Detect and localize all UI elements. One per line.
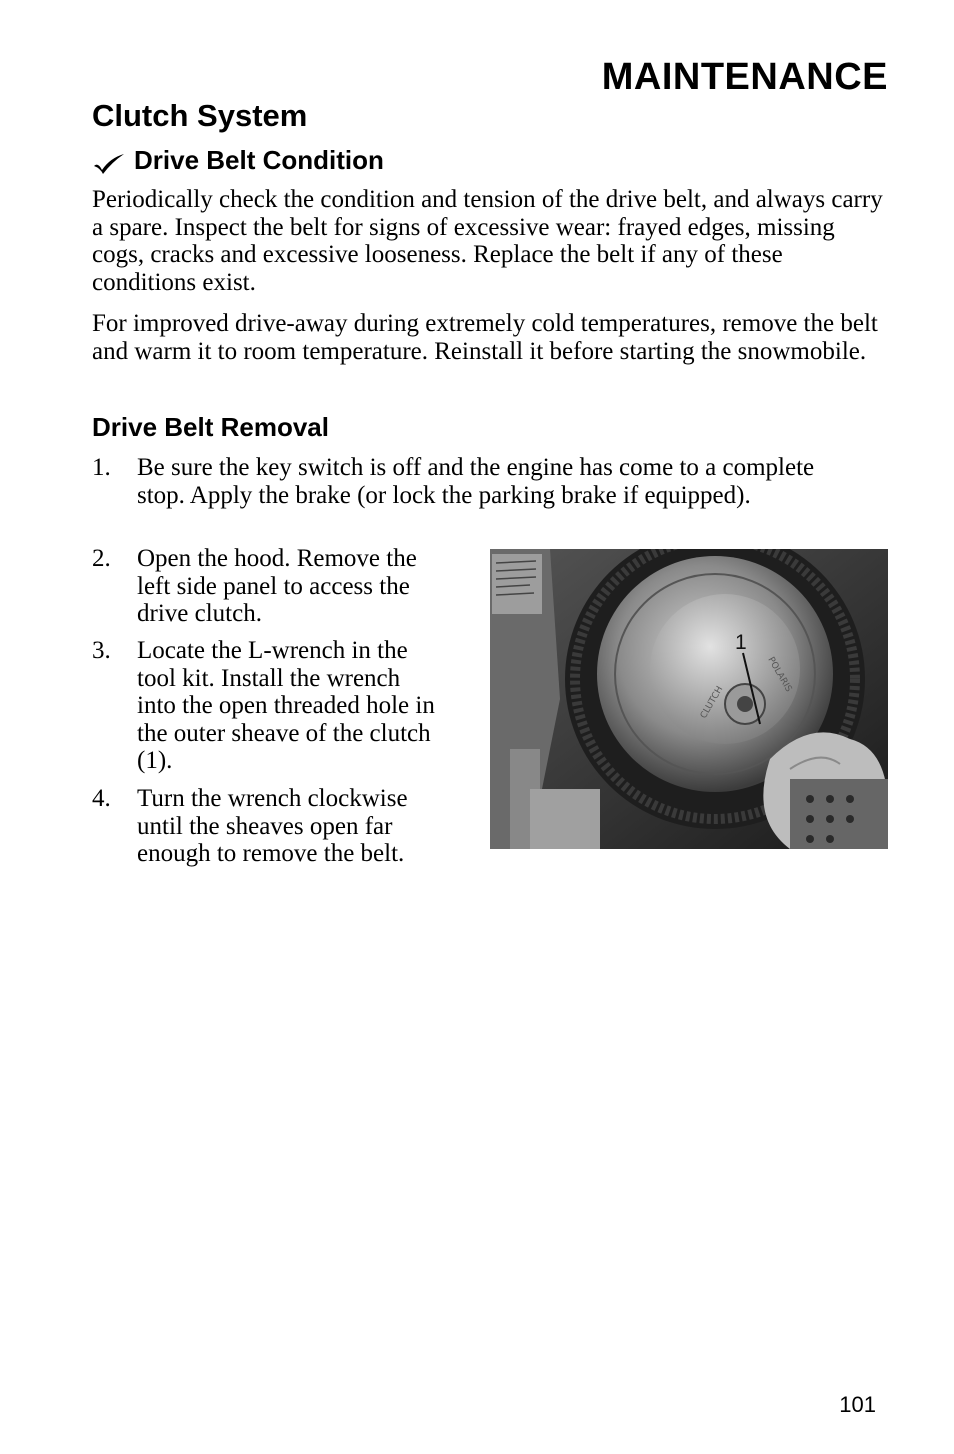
svg-text:CLUTCH: CLUTCH — [698, 684, 726, 721]
drive-clutch-photo — [490, 549, 888, 849]
subsection-title-drive-belt-condition — [92, 145, 384, 176]
page-number: 101 — [839, 1392, 876, 1417]
checkmark-icon — [92, 150, 126, 172]
step-number: 3. — [92, 637, 111, 664]
step-number: 2. — [92, 545, 111, 572]
step-text: Be sure the key switch is off and the engine has come to a complete stop. Apply the brake (or lock the parking brake if equipped). — [137, 454, 815, 509]
step-number: 1. — [92, 454, 111, 481]
step-text: Turn the wrench clockwise until the sheaves open far enough to remove the belt. — [137, 785, 408, 867]
subsection-title-drive-belt-removal: Drive Belt Removal — [92, 412, 329, 442]
page-header-title: MAINTENANCE — [601, 56, 888, 98]
subsection-title-text: Drive Belt Condition — [134, 145, 384, 175]
paragraph-cold-weather: For improved drive-away during extremely cold temperatures, remove the belt and warm it to room temperature. Reinstall it before starting the snowmobile. — [92, 310, 878, 365]
step-text: Open the hood. Remove the left side panel to access the drive clutch. — [137, 545, 417, 627]
paragraph-belt-inspection: Periodically check the condition and tension of the drive belt, and always carry a spare. Inspect the belt for signs of excessive wear: frayed edges, missing cogs, cracks and excessive looseness. Replace the belt if any of these conditions exist. — [92, 186, 883, 296]
svg-text:POLARIS: POLARIS — [765, 655, 794, 694]
section-title: Clutch System — [92, 98, 308, 133]
step-number: 4. — [92, 785, 111, 812]
step-text: Locate the L-wrench in the tool kit. Install the wrench into the open threaded hole in the outer sheave of the clutch (1). — [137, 637, 435, 774]
photo-callout-1: 1 — [735, 631, 747, 654]
